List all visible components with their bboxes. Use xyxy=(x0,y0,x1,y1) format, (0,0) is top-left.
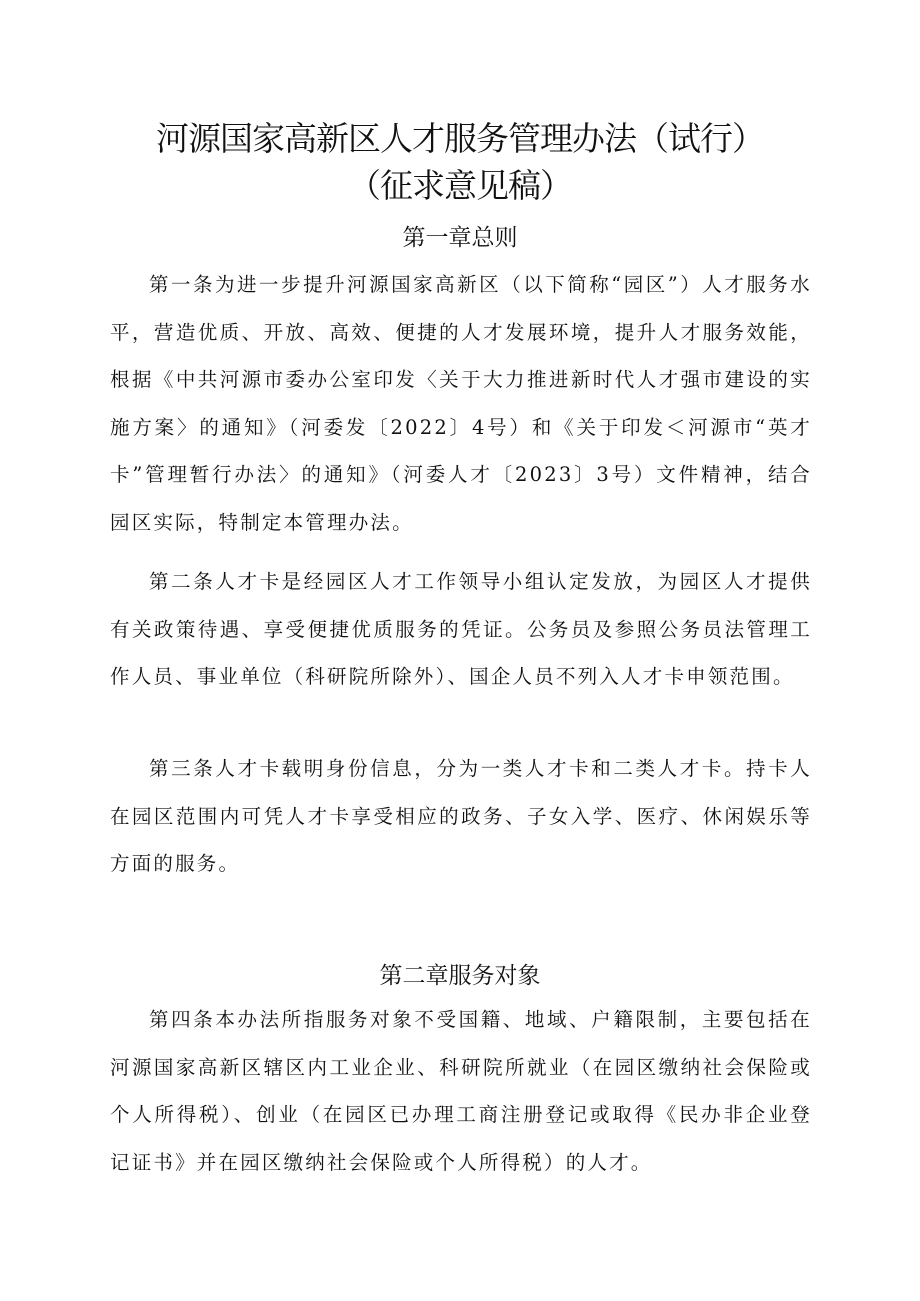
article-2: 第二条人才卡是经园区人才工作领导小组认定发放，为园区人才提供有关政策待遇、享受便捷优质服务的凭证。公务员及参照公务员法管理工作人员、事业单位（科研院所除外）、国企人员不列入人才卡申领范围。 xyxy=(110,570,812,689)
chapter-heading-general: 第一章总则 xyxy=(402,225,518,251)
chapter-heading-service-targets: 第二章服务对象 xyxy=(379,963,541,989)
document-title: 河源国家高新区人才服务管理办法（试行） xyxy=(156,119,764,158)
article-3: 第三条人才卡载明身份信息，分为一类人才卡和二类人才卡。持卡人在园区范围内可凭人才卡享受相应的政务、子女入学、医疗、休闲娱乐等方面的服务。 xyxy=(110,757,812,876)
article-4: 第四条本办法所指服务对象不受国籍、地域、户籍限制，主要包括在河源国家高新区辖区内工业企业、科研院所就业（在园区缴纳社会保险或个人所得税）、创业（在园区已办理工商注册登记或取得《民办非企业登记证书》并在园区缴纳社会保险或个人所得税）的人才。 xyxy=(110,1008,812,1174)
document-subtitle: （征求意见稿） xyxy=(348,166,572,205)
article-1: 第一条为进一步提升河源国家高新区（以下简称“园区”）人才服务水平，营造优质、开放、高效、便捷的人才发展环境，提升人才服务效能，根据《中共河源市委办公室印发〈关于大力推进新时代人才强市建设的实施方案〉的通知》（河委发〔2022〕4号）和《关于印发＜河源市“英才卡”管理暂行办法〉的通知》（河委人才〔2023〕3号）文件精神，结合园区实际，特制定本管理办法。 xyxy=(110,273,812,534)
